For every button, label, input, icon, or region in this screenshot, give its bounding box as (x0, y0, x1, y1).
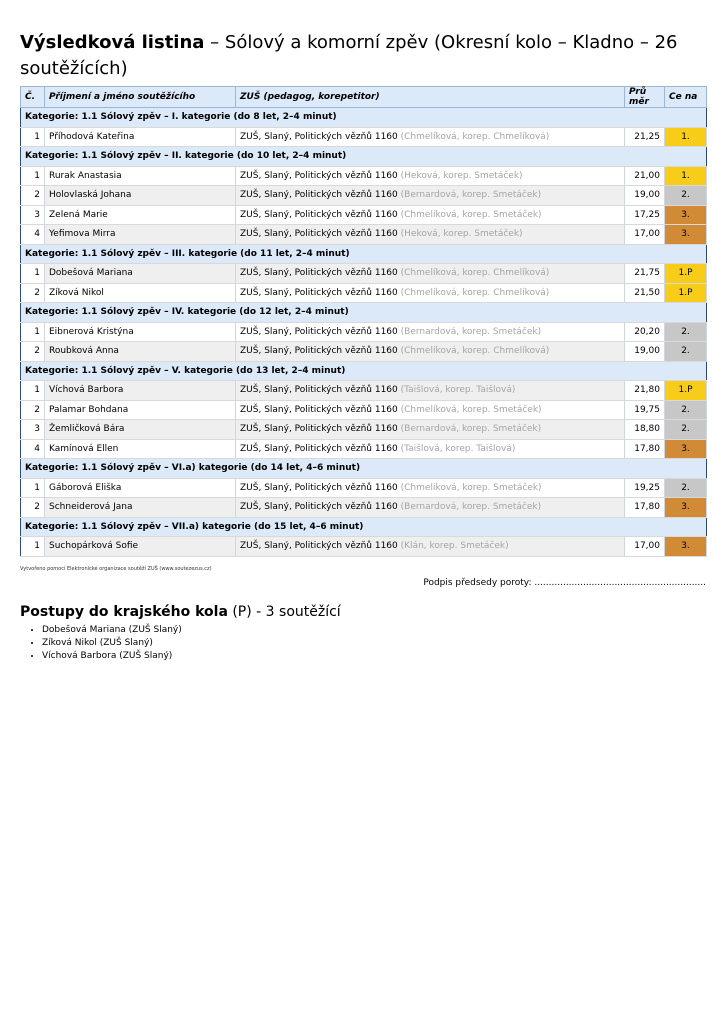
row-number: 1 (21, 166, 45, 186)
col-name: Příjmení a jméno soutěžícího (45, 87, 236, 108)
results-body (21, 108, 707, 557)
average-score: 21,00 (625, 166, 665, 186)
prize-badge: 1.P (665, 283, 707, 303)
table-row (21, 498, 707, 518)
school-name: ZUŠ, Slaný, Politických vězňů 1160 (240, 346, 398, 357)
teacher-note: (Chmelíková, korep. Smetáček) (400, 209, 542, 220)
table-row (21, 127, 707, 147)
advancement-item: • Zíková Nikol (ZUŠ Slaný) (42, 637, 182, 650)
category-label: Kategorie: 1.1 Sólový zpěv – II. kategorie (do 10 let, 2–4 minut) (21, 147, 707, 167)
row-number: 4 (21, 439, 45, 459)
school-name: ZUŠ, Slaný, Politických vězňů 1160 (240, 170, 398, 181)
school-name: ZUŠ, Slaný, Politických vězňů 1160 (240, 287, 398, 298)
average-score: 21,80 (625, 381, 665, 401)
school-name: ZUŠ, Slaný, Politických vězňů 1160 (240, 541, 398, 552)
prize-badge: 3. (665, 205, 707, 225)
advancement-item: • Víchová Barbora (ZUŠ Slaný) (42, 650, 182, 663)
category-label: Kategorie: 1.1 Sólový zpěv – V. kategorie (do 13 let, 2–4 minut) (21, 361, 707, 381)
category-row (21, 244, 707, 264)
category-row (21, 108, 707, 128)
advancement-list (20, 624, 182, 663)
advancement-title (20, 604, 341, 620)
average-score: 17,80 (625, 439, 665, 459)
credit-note: Vytvořeno pomocí Elektronické organizace soutěží ZUŠ (www.soutezezus.cz) (20, 566, 212, 572)
page-title (20, 30, 706, 82)
contestant-name: Yefimova Mirra (45, 225, 236, 245)
contestant-name: Roubková Anna (45, 342, 236, 362)
advancement-title-bold: Postupy do krajského kola (20, 604, 228, 620)
prize-badge: 3. (665, 537, 707, 557)
school-cell (236, 439, 625, 459)
table-row (21, 478, 707, 498)
school-cell (236, 498, 625, 518)
table-row (21, 420, 707, 440)
teacher-note: (Bernardová, korep. Smetáček) (400, 190, 542, 201)
contestant-name: Suchopárková Sofie (45, 537, 236, 557)
row-number: 3 (21, 420, 45, 440)
row-number: 1 (21, 381, 45, 401)
contestant-name: Příhodová Kateřina (45, 127, 236, 147)
school-cell (236, 186, 625, 206)
contestant-name: Palamar Bohdana (45, 400, 236, 420)
teacher-note: (Bernardová, korep. Smetáček) (400, 502, 542, 513)
table-row (21, 205, 707, 225)
row-number: 1 (21, 478, 45, 498)
row-number: 2 (21, 400, 45, 420)
title-bold: Výsledková listina (20, 32, 205, 53)
average-score: 19,75 (625, 400, 665, 420)
row-number: 4 (21, 225, 45, 245)
prize-badge: 3. (665, 439, 707, 459)
row-number: 1 (21, 322, 45, 342)
school-name: ZUŠ, Slaný, Politických vězňů 1160 (240, 229, 398, 240)
table-row (21, 439, 707, 459)
prize-badge: 2. (665, 186, 707, 206)
school-cell (236, 205, 625, 225)
prize-badge: 2. (665, 478, 707, 498)
table-header-row (21, 87, 707, 108)
prize-badge: 3. (665, 225, 707, 245)
prize-badge: 1. (665, 127, 707, 147)
table-row (21, 186, 707, 206)
teacher-note: (Klán, korep. Smetáček) (400, 541, 509, 552)
school-cell (236, 478, 625, 498)
average-score: 17,25 (625, 205, 665, 225)
prize-badge: 1. (665, 166, 707, 186)
average-score: 21,50 (625, 283, 665, 303)
category-label: Kategorie: 1.1 Sólový zpěv – I. kategorie (do 8 let, 2–4 minut) (21, 108, 707, 128)
category-row (21, 361, 707, 381)
school-cell (236, 537, 625, 557)
school-name: ZUŠ, Slaný, Politických vězňů 1160 (240, 502, 398, 513)
table-row (21, 537, 707, 557)
contestant-name: Dobešová Mariana (45, 264, 236, 284)
school-cell (236, 166, 625, 186)
prize-badge: 1.P (665, 381, 707, 401)
advancement-title-rest: (P) - 3 soutěžící (232, 604, 341, 620)
table-row (21, 166, 707, 186)
teacher-note: (Chmelíková, korep. Chmelíková) (400, 268, 550, 279)
school-name: ZUŠ, Slaný, Politických vězňů 1160 (240, 326, 398, 337)
teacher-note: (Heková, korep. Smetáček) (400, 229, 523, 240)
contestant-name: Rurak Anastasia (45, 166, 236, 186)
average-score: 19,25 (625, 478, 665, 498)
row-number: 1 (21, 127, 45, 147)
school-cell (236, 264, 625, 284)
table-row (21, 400, 707, 420)
row-number: 3 (21, 205, 45, 225)
school-cell (236, 381, 625, 401)
row-number: 1 (21, 537, 45, 557)
category-row (21, 303, 707, 323)
school-name: ZUŠ, Slaný, Politických vězňů 1160 (240, 190, 398, 201)
school-cell (236, 283, 625, 303)
table-row (21, 342, 707, 362)
school-cell (236, 342, 625, 362)
category-label: Kategorie: 1.1 Sólový zpěv – VII.a) kategorie (do 15 let, 4–6 minut) (21, 517, 707, 537)
advancement-item: • Dobešová Mariana (ZUŠ Slaný) (42, 624, 182, 637)
school-cell (236, 322, 625, 342)
results-table (20, 86, 707, 557)
contestant-name: Zelená Marie (45, 205, 236, 225)
prize-badge: 2. (665, 322, 707, 342)
teacher-note: (Taišlová, korep. Taišlová) (400, 385, 516, 396)
school-name: ZUŠ, Slaný, Politických vězňů 1160 (240, 424, 398, 435)
school-name: ZUŠ, Slaný, Politických vězňů 1160 (240, 404, 398, 415)
teacher-note: (Taišlová, korep. Taišlová) (400, 443, 516, 454)
prize-badge: 2. (665, 400, 707, 420)
row-number: 2 (21, 342, 45, 362)
school-name: ZUŠ, Slaný, Politických vězňů 1160 (240, 385, 398, 396)
average-score: 17,00 (625, 225, 665, 245)
average-score: 17,00 (625, 537, 665, 557)
teacher-note: (Chmelíková, korep. Chmelíková) (400, 346, 550, 357)
table-row (21, 283, 707, 303)
teacher-note: (Heková, korep. Smetáček) (400, 170, 523, 181)
prize-badge: 2. (665, 420, 707, 440)
school-name: ZUŠ, Slaný, Politických vězňů 1160 (240, 482, 398, 493)
school-cell (236, 127, 625, 147)
school-cell (236, 225, 625, 245)
contestant-name: Zíková Nikol (45, 283, 236, 303)
contestant-name: Eibnerová Kristýna (45, 322, 236, 342)
school-cell (236, 400, 625, 420)
category-label: Kategorie: 1.1 Sólový zpěv – VI.a) kategorie (do 14 let, 4–6 minut) (21, 459, 707, 479)
row-number: 2 (21, 283, 45, 303)
contestant-name: Gáborová Eliška (45, 478, 236, 498)
col-average: Prů měr (625, 87, 665, 108)
table-row (21, 381, 707, 401)
prize-badge: 3. (665, 498, 707, 518)
row-number: 2 (21, 186, 45, 206)
average-score: 19,00 (625, 186, 665, 206)
category-row (21, 147, 707, 167)
table-row (21, 322, 707, 342)
teacher-note: (Chmelíková, korep. Smetáček) (400, 482, 542, 493)
teacher-note: (Bernardová, korep. Smetáček) (400, 424, 542, 435)
category-label: Kategorie: 1.1 Sólový zpěv – III. kategorie (do 11 let, 2–4 minut) (21, 244, 707, 264)
row-number: 1 (21, 264, 45, 284)
average-score: 20,20 (625, 322, 665, 342)
title-rest: – Sólový a komorní zpěv (Okresní kolo – Kladno – 26 soutěžících) (20, 32, 678, 79)
school-name: ZUŠ, Slaný, Politických vězňů 1160 (240, 443, 398, 454)
contestant-name: Žemličková Bára (45, 420, 236, 440)
category-row (21, 517, 707, 537)
contestant-name: Holovlaská Johana (45, 186, 236, 206)
teacher-note: (Chmelíková, korep. Smetáček) (400, 404, 542, 415)
row-number: 2 (21, 498, 45, 518)
contestant-name: Víchová Barbora (45, 381, 236, 401)
prize-badge: 1.P (665, 264, 707, 284)
prize-badge: 2. (665, 342, 707, 362)
category-label: Kategorie: 1.1 Sólový zpěv – IV. kategorie (do 12 let, 2–4 minut) (21, 303, 707, 323)
table-row (21, 225, 707, 245)
school-name: ZUŠ, Slaný, Politických vězňů 1160 (240, 131, 398, 142)
school-cell (236, 420, 625, 440)
col-prize: Ce na (665, 87, 707, 108)
school-name: ZUŠ, Slaný, Politických vězňů 1160 (240, 268, 398, 279)
average-score: 21,75 (625, 264, 665, 284)
average-score: 17,80 (625, 498, 665, 518)
average-score: 21,25 (625, 127, 665, 147)
average-score: 19,00 (625, 342, 665, 362)
teacher-note: (Bernardová, korep. Smetáček) (400, 326, 542, 337)
contestant-name: Schneiderová Jana (45, 498, 236, 518)
teacher-note: (Chmelíková, korep. Chmelíková) (400, 287, 550, 298)
category-row (21, 459, 707, 479)
contestant-name: Kamínová Ellen (45, 439, 236, 459)
teacher-note: (Chmelíková, korep. Chmelíková) (400, 131, 550, 142)
average-score: 18,80 (625, 420, 665, 440)
table-row (21, 264, 707, 284)
jury-signature-line: Podpis předsedy poroty: ............................................................ (423, 578, 706, 588)
col-school: ZUŠ (pedagog, korepetitor) (236, 87, 625, 108)
school-name: ZUŠ, Slaný, Politických vězňů 1160 (240, 209, 398, 220)
col-number: Č. (21, 87, 45, 108)
